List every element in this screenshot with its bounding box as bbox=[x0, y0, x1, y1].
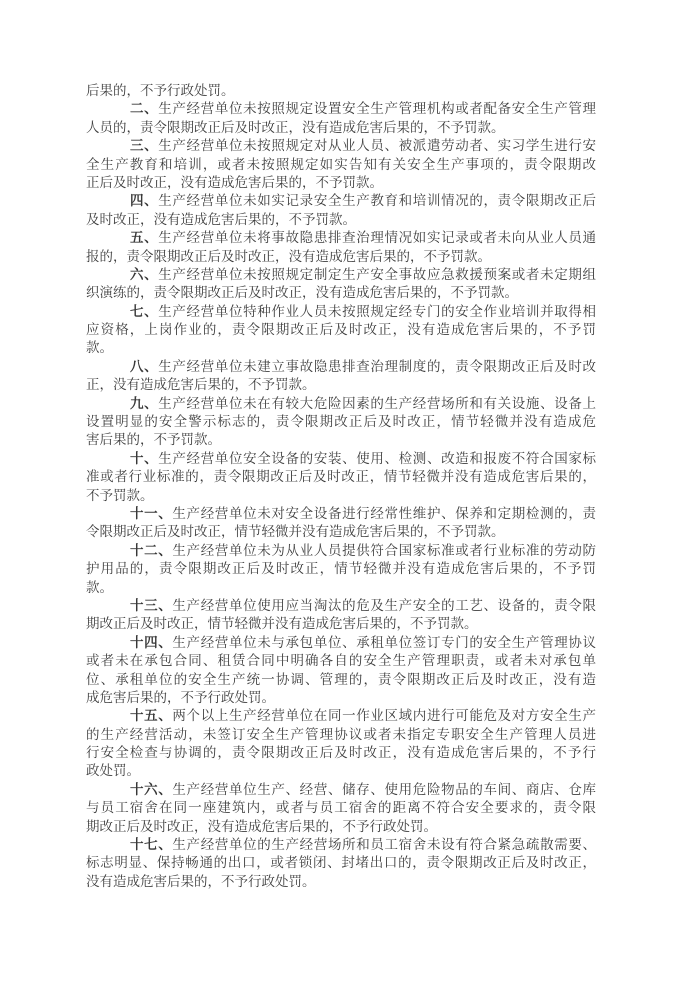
list-item-number: 二、 bbox=[130, 101, 159, 117]
list-item-number: 八、 bbox=[130, 358, 159, 374]
text-line: 标志明显、保持畅通的出口，或者锁闭、封堵出口的，责令限期改正后及时改正， bbox=[86, 855, 596, 871]
text-line: 及时改正，没有造成危害后果的，不予罚款。 bbox=[86, 211, 356, 227]
text-line: 期改正后及时改正，情节轻微并没有造成危害后果的，不予罚款。 bbox=[86, 616, 478, 632]
text-line: 七、生产经营单位特种作业人员未按照规定经专门的安全作业培训并取得相 bbox=[130, 303, 596, 319]
text-line: 与员工宿舍在同一座建筑内，或者与员工宿舍的距离不符合安全要求的，责令限 bbox=[86, 800, 596, 816]
paragraph bbox=[86, 137, 596, 192]
text-line: 人员的，责令限期改正后及时改正，没有造成危害后果的，不予罚款。 bbox=[86, 119, 505, 135]
paragraph bbox=[86, 395, 596, 450]
text-line: 护用品的，责令限期改正后及时改正，情节轻微并没有造成危害后果的，不予罚 bbox=[86, 561, 596, 577]
document-body bbox=[86, 82, 596, 891]
text-line: 政处罚。 bbox=[86, 763, 140, 779]
text-line: 成危害后果的，不予行政处罚。 bbox=[86, 689, 275, 705]
paragraph bbox=[86, 266, 596, 303]
paragraph bbox=[86, 303, 596, 358]
text-line: 十一、生产经营单位未对安全设备进行经常性维护、保养和定期检测的，责 bbox=[130, 505, 596, 521]
text-line: 害后果的，不予罚款。 bbox=[86, 432, 221, 448]
text-line: 十三、生产经营单位使用应当淘汰的危及生产安全的工艺、设备的，责令限 bbox=[130, 597, 596, 613]
paragraph bbox=[86, 707, 596, 781]
text-line: 三、生产经营单位未按照规定对从业人员、被派遣劳动者、实习学生进行安 bbox=[130, 138, 596, 154]
paragraph bbox=[86, 505, 596, 542]
paragraph bbox=[86, 450, 596, 505]
text-line: 织演练的，责令限期改正后及时改正，没有造成危害后果的，不予罚款。 bbox=[86, 285, 518, 301]
list-item-number: 五、 bbox=[130, 230, 159, 246]
list-item-number: 十三、 bbox=[130, 597, 173, 613]
text-line: 款。 bbox=[86, 579, 113, 595]
text-line: 设置明显的安全警示标志的，责令限期改正后及时改正，情节轻微并没有造成危 bbox=[86, 414, 596, 430]
text-line: 准或者行业标准的，责令限期改正后及时改正，情节轻微并没有造成危害后果的， bbox=[86, 469, 596, 485]
text-line: 五、生产经营单位未将事故隐患排查治理情况如实记录或者未向从业人员通 bbox=[130, 230, 596, 246]
text-line: 十六、生产经营单位生产、经营、储存、使用危险物品的车间、商店、仓库 bbox=[130, 781, 596, 797]
paragraph bbox=[86, 634, 596, 708]
list-item-number: 十六、 bbox=[130, 781, 173, 797]
paragraph bbox=[86, 229, 596, 266]
text-line: 位、承租单位的安全生产统一协调、管理的，责令限期改正后及时改正，没有造 bbox=[86, 671, 596, 687]
text-line: 没有造成危害后果的，不予行政处罚。 bbox=[86, 873, 316, 889]
paragraph bbox=[86, 192, 596, 229]
text-line: 不予罚款。 bbox=[86, 487, 154, 503]
list-item-number: 十四、 bbox=[130, 634, 173, 650]
paragraph bbox=[86, 100, 596, 137]
text-line: 全生产教育和培训，或者未按照规定如实告知有关安全生产事项的，责令限期改 bbox=[86, 156, 596, 172]
text-line: 款。 bbox=[86, 340, 113, 356]
list-item-number: 九、 bbox=[130, 395, 159, 411]
text-line: 十四、生产经营单位未与承包单位、承租单位签订专门的安全生产管理协议 bbox=[130, 634, 596, 650]
list-item-number: 十二、 bbox=[130, 542, 173, 558]
list-item-number: 十五、 bbox=[130, 708, 173, 724]
list-item-number: 七、 bbox=[130, 303, 159, 319]
text-line: 后果的，不予行政处罚。 bbox=[86, 83, 235, 98]
text-line: 十、生产经营单位安全设备的安装、使用、检测、改造和报废不符合国家标 bbox=[130, 450, 596, 466]
text-line: 应资格，上岗作业的，责令限期改正后及时改正，没有造成危害后果的，不予罚 bbox=[86, 322, 596, 338]
text-line: 十二、生产经营单位未为从业人员提供符合国家标准或者行业标准的劳动防 bbox=[130, 542, 596, 558]
list-item-number: 六、 bbox=[130, 266, 159, 282]
paragraph bbox=[86, 542, 596, 597]
list-item-number: 十七、 bbox=[130, 837, 173, 853]
text-line: 二、生产经营单位未按照规定设置安全生产管理机构或者配备安全生产管理 bbox=[130, 101, 596, 117]
text-line: 六、生产经营单位未按照规定制定生产安全事故应急救援预案或者未定期组 bbox=[130, 266, 596, 282]
text-line: 十五、两个以上生产经营单位在同一作业区域内进行可能危及对方安全生产 bbox=[130, 708, 596, 724]
list-item-number: 十、 bbox=[130, 450, 159, 466]
list-item-number: 十一、 bbox=[130, 505, 173, 521]
paragraph bbox=[86, 82, 596, 100]
text-line: 的生产经营活动，未签订安全生产管理协议或者未指定专职安全生产管理人员进 bbox=[86, 726, 596, 742]
text-line: 行安全检查与协调的，责令限期改正后及时改正，没有造成危害后果的，不予行 bbox=[86, 745, 596, 761]
paragraph bbox=[86, 781, 596, 836]
list-item-number: 四、 bbox=[130, 193, 159, 209]
text-line: 九、生产经营单位未在有较大危险因素的生产经营场所和有关设施、设备上 bbox=[130, 395, 596, 411]
text-line: 期改正后及时改正，没有造成危害后果的，不予行政处罚。 bbox=[86, 818, 437, 834]
paragraph bbox=[86, 358, 596, 395]
text-line: 报的，责令限期改正后及时改正，没有造成危害后果的，不予罚款。 bbox=[86, 248, 491, 264]
text-line: 正，没有造成危害后果的，不予罚款。 bbox=[86, 377, 316, 393]
list-item-number: 三、 bbox=[130, 138, 159, 154]
text-line: 或者未在承包合同、租赁合同中明确各自的安全生产管理职责，或者未对承包单 bbox=[86, 653, 596, 669]
paragraph bbox=[86, 597, 596, 634]
text-line: 令限期改正后及时改正，情节轻微并没有造成危害后果的，不予罚款。 bbox=[86, 524, 505, 540]
text-line: 十七、生产经营单位的生产经营场所和员工宿舍未设有符合紧急疏散需要、 bbox=[130, 837, 596, 853]
text-line: 八、生产经营单位未建立事故隐患排查治理制度的，责令限期改正后及时改 bbox=[130, 358, 596, 374]
text-line: 四、生产经营单位未如实记录安全生产教育和培训情况的，责令限期改正后 bbox=[130, 193, 596, 209]
text-line: 正后及时改正，没有造成危害后果的，不予罚款。 bbox=[86, 174, 383, 190]
paragraph bbox=[86, 836, 596, 891]
